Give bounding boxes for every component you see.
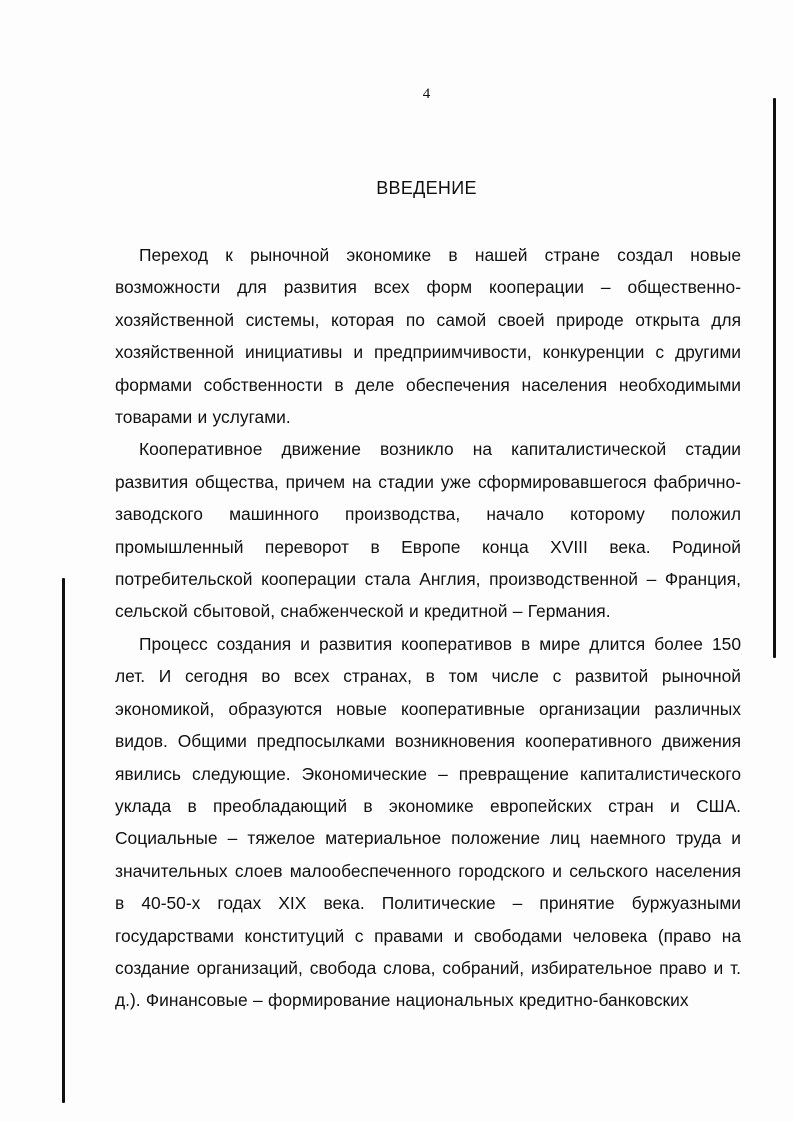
paragraph: Кооперативное движение возникло на капиталистической стадии развития общества, причем на стадии уже сформировавшегося фабрично-заводского машинного производства, начало которому положил промышленный переворот в Европе конца XVIII века. Родиной потребительской кооперации стала Англия, производственной – Франция, сельской сбытовой, снабженческой и кредитной – Германия.: [115, 439, 741, 622]
page-number: 4: [422, 86, 431, 102]
body-text: [115, 239, 741, 1017]
paragraph: Переход к рыночной экономике в нашей стране создал новые возможности для развития всех форм кооперации – общественно-хозяйственной системы, которая по самой своей природе открыта для хозяйственной инициативы и предприимчивости, конкуренции с другими формами собственности в деле обеспечения населения необходимыми товарами и услугами.: [115, 245, 741, 428]
scan-edge-left: [62, 578, 65, 1103]
paragraph: Процесс создания и развития кооперативов в мире длится более 150 лет. И сегодня во всех странах, в том числе с развитой рыночной экономикой, образуются новые кооперативные организации различных видов. Общими предпосылками возникновения кооперативного движения явились следующие. Экономические – превращение капиталистического уклада в преобладающий в экономике европейских стран и США. Социальные – тяжелое материальное положение лиц наемного труда и значительных слоев малообеспеченного городского и сельского населения в 40-50-х годах XIX века. Политические – принятие буржуазными государствами конституций с правами и свободами человека (право на создание организаций, свобода слова, собраний, избирательное право и т. д.). Финансовые – формирование национальных кредитно-банковских: [115, 633, 741, 1011]
page-title: ВВЕДЕНИЕ: [376, 178, 477, 198]
